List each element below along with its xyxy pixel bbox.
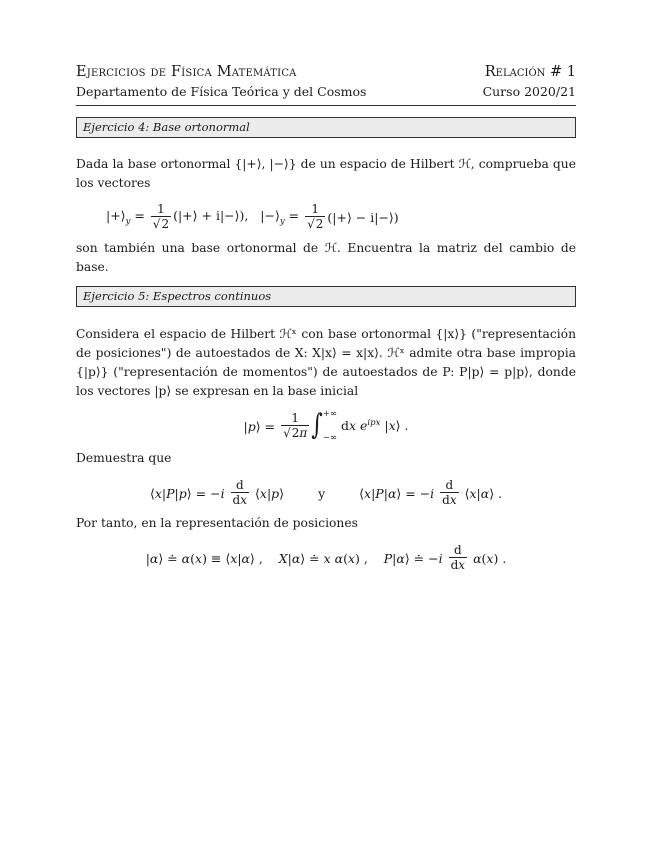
header-relation: Relación # 1 — [484, 64, 576, 80]
exercise-5-conclusion: Por tanto, en la representación de posiciones — [76, 516, 358, 530]
header-rule — [76, 105, 576, 106]
exercise-5-momentum-eigenstate-equation: |p⟩ = $\frac{1}{√2\pi}$ ∫ +∞ −∞ dx $e^{ipx}$ |x⟩ . — [243, 409, 409, 443]
exercise-5-prompt: Demuestra que — [76, 451, 172, 465]
header-row-2 — [76, 84, 576, 99]
header-row-1 — [76, 64, 576, 80]
exercise-5-intro: Considera el espacio de Hilbert ℋˣ con base ortonormal {|x⟩} ("representación de posiciones") de autoestados de X: X|x⟩ = x|x⟩. ℋˣ admite otra base impropia {|p⟩} ("representación de momentos") de autoestados de P: P|p⟩ = p|p⟩, donde los vectores |p⟩ se expresan en la base inicial — [76, 327, 576, 398]
exercise-5-position-representation-equations: |α⟩ ≐ α(x) ≡ ⟨x|α⟩ , X|α⟩ ≐ x α(x) , P|α⟩ ≐ −i $\frac{d}{dx}$ α(x) . — [145, 543, 507, 572]
exercise-5-heading: Ejercicio 5: Espectros continuos — [76, 286, 576, 307]
header-title: Ejercicios de Física Matemática — [76, 64, 297, 80]
exercise-4-task: son también una base ortonormal de ℋ. Encuentra la matriz del cambio de base. — [76, 241, 576, 274]
exercise-4-heading: Ejercicio 4: Base ortonormal — [76, 117, 576, 138]
header-department: Departamento de Física Teórica y del Cosmos — [76, 84, 367, 99]
equation-connector: y — [318, 485, 326, 501]
header-course: Curso 2020/21 — [482, 84, 576, 99]
exercise-4-intro: Dada la base ortonormal {|+⟩, |−⟩} de un espacio de Hilbert ℋ, comprueba que los vectores — [76, 157, 576, 190]
exercise-4-equation: $|+⟩_y$ = $\frac{1}{√2}$ (|+⟩ + i|−⟩), $|-⟩_y$ = $\frac{1}{√2}$ (|+⟩ − i|−⟩) — [106, 202, 399, 231]
exercise-5-matrix-element-equations: ⟨x|P|p⟩ = −i $\frac{d}{dx}$ ⟨x|p⟩ y ⟨x|P|α⟩ = −i $\frac{d}{dx}$ ⟨x|α⟩ . — [149, 478, 503, 507]
page — [76, 64, 576, 575]
